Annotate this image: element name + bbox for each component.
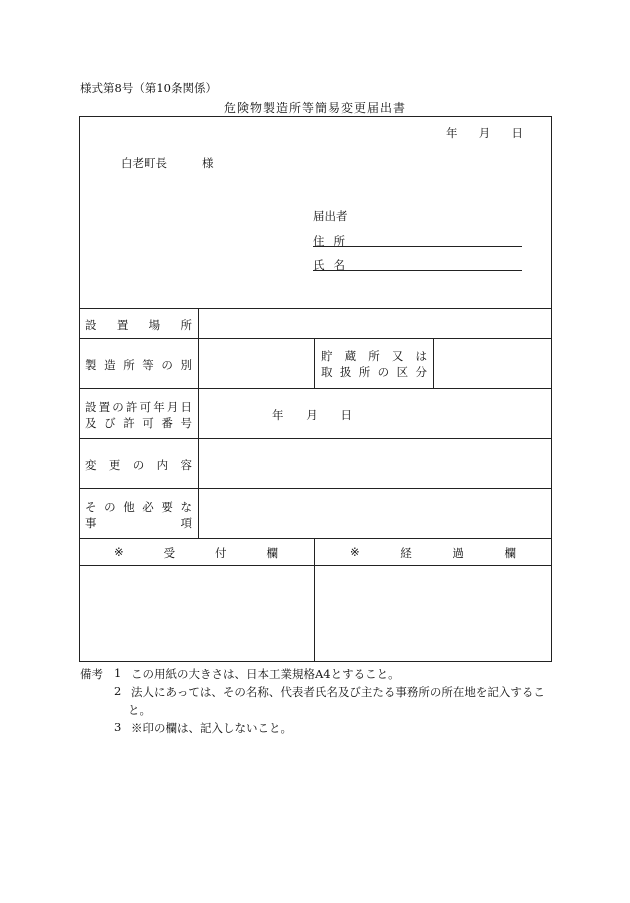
char: 及 — [85, 416, 97, 430]
char: の — [112, 400, 124, 414]
date-day-label: 日 — [511, 126, 523, 140]
note-text-1: この用紙の大きさは、日本工業規格A4とすること。 — [131, 667, 400, 681]
char: 取 — [321, 365, 333, 379]
label-column-divider — [198, 308, 199, 538]
char: の — [161, 358, 173, 372]
char: な — [180, 500, 192, 514]
note-number-1: 1 — [114, 666, 122, 680]
char: 許 — [125, 400, 138, 414]
char: 欄 — [504, 546, 516, 560]
char: 他 — [123, 500, 135, 514]
form-frame — [79, 116, 552, 662]
progress-header — [350, 545, 516, 561]
addressee-honorific: 様 — [202, 156, 214, 170]
char: 所 — [333, 234, 345, 248]
char: 区 — [396, 365, 409, 379]
char: 場 — [148, 318, 161, 332]
char: 月 — [166, 400, 179, 414]
char: び — [104, 416, 116, 430]
change-content-label — [85, 457, 192, 473]
char: 蔵 — [344, 349, 357, 363]
row-divider — [79, 538, 552, 539]
permit-label-line1 — [85, 399, 192, 415]
char: そ — [85, 500, 97, 514]
date-year-label: 年 — [446, 126, 458, 140]
char: 所 — [358, 365, 371, 379]
char: 所 — [368, 349, 380, 363]
char: 容 — [180, 458, 192, 472]
char: の — [104, 500, 116, 514]
permit-label-line2 — [85, 415, 192, 431]
char: 置 — [98, 400, 111, 414]
location-label — [85, 317, 192, 333]
char: 過 — [452, 546, 464, 560]
char: 必 — [142, 500, 154, 514]
date-month-label: 月 — [478, 126, 491, 140]
char: ※ — [350, 545, 360, 559]
storage-class-label-line2 — [321, 364, 427, 380]
storage-class-label-line1 — [321, 348, 427, 364]
permit-year-label: 年 — [272, 408, 284, 422]
permit-month-label: 月 — [306, 408, 318, 422]
char: 又 — [391, 349, 404, 363]
other-label-line1 — [85, 499, 192, 515]
char: 造 — [104, 358, 116, 372]
char: 所 — [180, 318, 192, 332]
row-divider — [79, 338, 552, 339]
char: の — [132, 458, 145, 472]
permit-date — [272, 407, 352, 423]
char: 別 — [180, 358, 192, 372]
char: 受 — [163, 546, 176, 560]
note-text-2: 法人にあっては、その名称、代表者氏名及び主たる事務所の所在地を記入するこ — [131, 685, 545, 699]
notifier-name-field[interactable] — [313, 270, 522, 271]
char: 扱 — [339, 365, 352, 379]
location-field[interactable] — [199, 309, 551, 338]
reception-header — [114, 545, 278, 561]
char: 内 — [156, 458, 169, 472]
char: 経 — [400, 546, 412, 560]
char: 製 — [85, 358, 97, 372]
char: 貯 — [321, 349, 333, 363]
row-divider — [79, 565, 552, 566]
date-line — [446, 125, 523, 141]
permit-day-label: 日 — [340, 408, 352, 422]
char: 号 — [180, 416, 192, 430]
storage-column-divider — [433, 338, 434, 388]
facility-type-label — [85, 357, 192, 373]
storage-column-divider — [314, 338, 315, 388]
char: 分 — [415, 365, 427, 379]
char: 項 — [180, 516, 192, 530]
char: は — [415, 349, 427, 363]
char: 所 — [123, 358, 135, 372]
char: 等 — [142, 358, 154, 372]
char: 可 — [139, 400, 152, 414]
char: 許 — [123, 416, 135, 430]
char: 付 — [215, 546, 227, 560]
char: 要 — [161, 500, 173, 514]
char: 可 — [142, 416, 154, 430]
note-number-3: 3 — [114, 720, 122, 734]
row-divider — [79, 388, 552, 389]
other-label-line2 — [85, 515, 192, 531]
row-divider — [79, 438, 552, 439]
char: 更 — [108, 458, 121, 472]
char: 欄 — [266, 546, 278, 560]
note-text-3: ※印の欄は、記入しないこと。 — [131, 721, 292, 735]
char: 年 — [153, 400, 165, 414]
char: 日 — [180, 400, 192, 414]
char: の — [377, 365, 390, 379]
char: 設 — [85, 318, 97, 332]
char: 変 — [85, 458, 97, 472]
notifier-address-field[interactable] — [313, 246, 522, 247]
row-divider — [79, 488, 552, 489]
notes-label: 備考 — [80, 667, 103, 681]
char: 氏 — [313, 258, 325, 272]
char: 住 — [313, 234, 325, 248]
char: 事 — [85, 516, 97, 530]
char: 番 — [161, 416, 173, 430]
reception-column-divider — [314, 538, 315, 662]
note-number-2: 2 — [114, 684, 122, 698]
char: 設 — [85, 400, 97, 414]
form-title: 危険物製造所等簡易変更届出書 — [223, 101, 406, 115]
addressee-name: 白老町長 — [121, 156, 167, 170]
char: 置 — [116, 318, 129, 332]
notifier-label: 届出者 — [313, 209, 348, 223]
char: 名 — [333, 258, 345, 272]
form-number: 様式第8号（第10条関係） — [80, 81, 217, 95]
note-text-2-cont: と。 — [128, 703, 151, 717]
char: ※ — [114, 545, 124, 559]
